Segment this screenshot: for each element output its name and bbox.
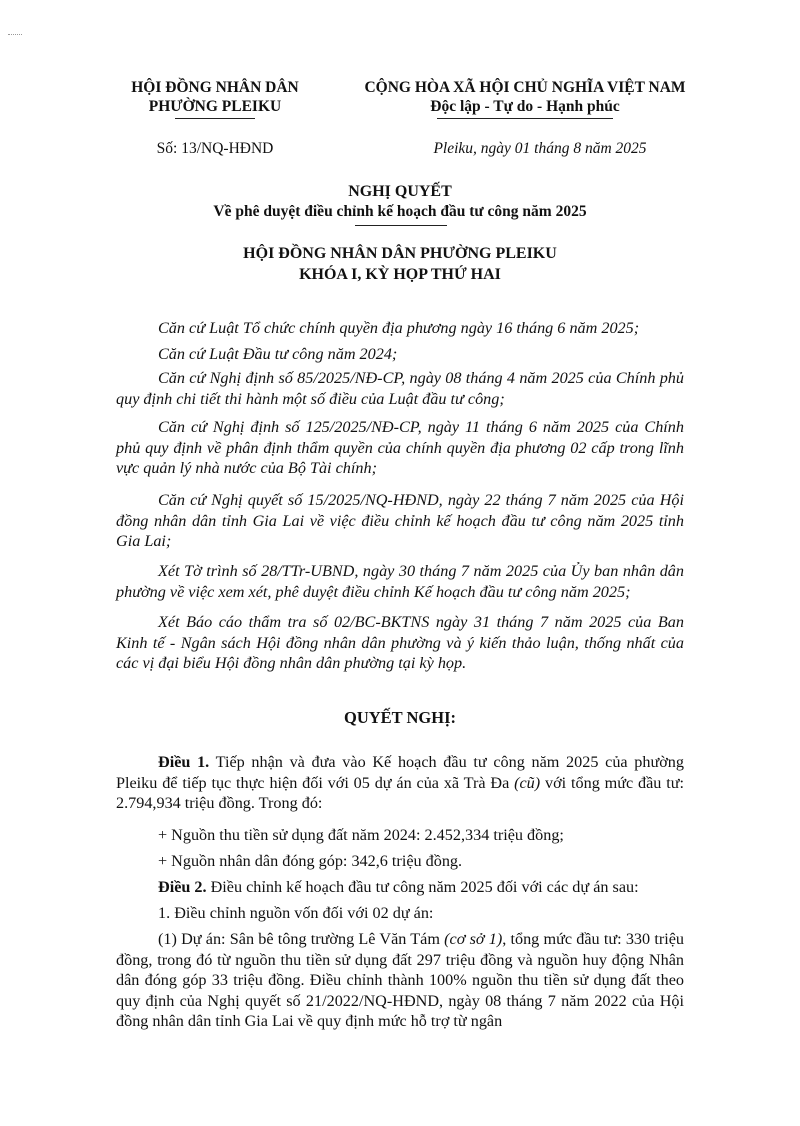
project-1-text-a: (1) Dự án: Sân bê tông trường Lê Văn Tám [158,930,445,948]
article-1-text-a: Tiếp nhận và đưa vào Kế hoạch đầu tư công năm 2025 của phường Pleiku để tiếp tục thực hiện đối với 05 dự án của xã Trà Đa [116,753,684,792]
issuer-name: HỘI ĐỒNG NHÂN DÂN PHƯỜNG PLEIKU [243,245,557,262]
motto-underline [437,118,613,119]
article-1-text-b: với tổng mức đầu tư: 2.794,934 triệu đồng. Trong đó: [116,773,684,812]
article-1-text-italic: (cũ) [514,773,541,792]
preamble-7: Xét Báo cáo thẩm tra số 02/BC-BKTNS ngày 31 tháng 7 năm 2025 của Ban Kinh tế - Ngân sách Hội đồng nhân dân phường và ý kiến thảo luận, thống nhất của các vị đại biểu Hội đồng nhân dân phường tại kỳ họp. [116,613,684,672]
document-type: NGHỊ QUYẾT [348,183,452,200]
subject-underline [355,225,447,226]
article-1 [116,752,684,814]
scan-mark [8,34,22,39]
article-1-item-2: + Nguồn nhân dân đóng góp: 342,6 triệu đồng. [158,852,463,870]
project-1-text-italic: (cơ sở 1) [444,930,503,948]
preamble-3: Căn cứ Nghị định số 85/2025/NĐ-CP, ngày 08 tháng 4 năm 2025 của Chính phủ quy định chi tiết thi hành một số điều của Luật đầu tư công; [116,369,684,408]
decision-heading: QUYẾT NGHỊ: [343,708,456,727]
org-name-line2: PHƯỜNG PLEIKU [148,98,282,115]
org-name-line1: HỘI ĐỒNG NHÂN DÂN [131,79,299,96]
article-1-item-1: + Nguồn thu tiền sử dụng đất năm 2024: 2.452,334 triệu đồng; [158,826,564,844]
preamble-5: Căn cứ Nghị quyết số 15/2025/NQ-HĐND, ngày 22 tháng 7 năm 2025 của Hội đồng nhân dân tỉnh Gia Lai về việc điều chỉnh kế hoạch đầu tư công năm 2025 tỉnh Gia Lai; [116,491,684,550]
issuer-session: KHÓA I, KỲ HỌP THỨ HAI [299,266,501,283]
article-2-label: Điều 2. [158,878,207,896]
article-2-text: Điều chỉnh kế hoạch đầu tư công năm 2025 đối với các dự án sau: [206,878,639,896]
nation-motto: Độc lập - Tự do - Hạnh phúc [430,98,620,115]
preamble-1: Căn cứ Luật Tổ chức chính quyền địa phương ngày 16 tháng 6 năm 2025; [158,319,640,337]
document-number: Số: 13/NQ-HĐND [156,140,274,157]
document-subject: Về phê duyệt điều chỉnh kế hoạch đầu tư công năm 2025 [213,203,587,220]
org-underline [175,118,255,119]
preamble-4: Căn cứ Nghị định số 125/2025/NĐ-CP, ngày 11 tháng 6 năm 2025 của Chính phủ quy định về phân định thẩm quyền của chính quyền địa phương 02 cấp trong lĩnh vực quản lý nhà nước của Bộ Tài chính; [116,418,684,477]
article-2 [116,877,684,898]
place-date: Pleiku, ngày 01 tháng 8 năm 2025 [433,140,647,157]
project-1-text-b: , tổng mức đầu tư: 330 triệu đồng, trong đó từ nguồn thu tiền sử dụng đất 297 triệu đồng và nguồn huy động Nhân dân đóng góp 33 triệu đồng. Điều chỉnh thành 100% nguồn thu tiền sử dụng đất theo quy định của Nghị quyết số 21/2022/NQ-HĐND, ngày 08 tháng 7 năm 2022 của Hội đồng nhân dân tỉnh Gia Lai về quy định mức hỗ trợ từ ngân [116,930,684,1030]
article-2-project-1 [116,929,684,1032]
preamble-6: Xét Tờ trình số 28/TTr-UBND, ngày 30 tháng 7 năm 2025 của Ủy ban nhân dân phường về việc xem xét, phê duyệt điều chỉnh Kế hoạch đầu tư công năm 2025; [116,562,684,601]
nation-name: CỘNG HÒA XÃ HỘI CHỦ NGHĨA VIỆT NAM [364,79,686,96]
article-2-sub-1: 1. Điều chỉnh nguồn vốn đối với 02 dự án: [158,904,434,922]
article-1-label: Điều 1. [158,753,210,771]
preamble-2: Căn cứ Luật Đầu tư công năm 2024; [158,345,398,363]
